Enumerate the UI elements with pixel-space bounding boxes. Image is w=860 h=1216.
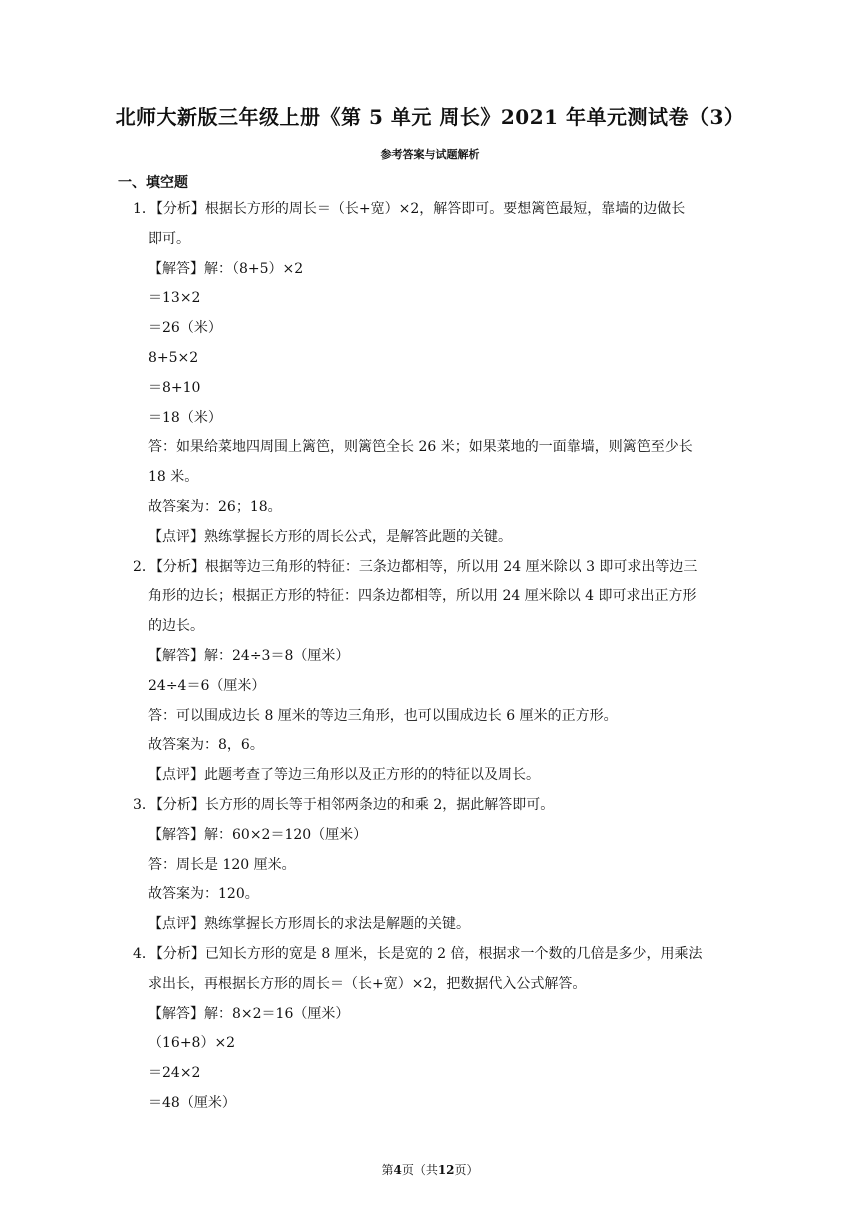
section-heading: 一、填空题	[118, 175, 188, 191]
footer-total-pages: 12	[437, 1163, 455, 1177]
text-line: （16+8）×2	[148, 1035, 236, 1051]
text-line: ＝18（米）	[148, 410, 222, 426]
text-line: 4．【分析】已知长方形的宽是 8 厘米，长是宽的 2 倍，根据求一个数的几倍是多少，用乘法	[133, 946, 703, 962]
text-line: 故答案为：120。	[148, 886, 259, 902]
text-line: 故答案为：26；18。	[148, 499, 282, 515]
text-line: 答：周长是 120 厘米。	[148, 857, 296, 873]
text-line: 【解答】解：（8+5）×2	[148, 261, 304, 277]
text-line: 【解答】解：8×2＝16（厘米）	[148, 1006, 350, 1022]
text-line: 故答案为：8，6。	[148, 737, 264, 753]
text-line: 角形的边长；根据正方形的特征：四条边都相等，所以用 24 厘米除以 4 即可求出正方形	[148, 588, 697, 604]
text-line: ＝48（厘米）	[148, 1095, 236, 1111]
page-title: 北师大新版三年级上册《第 5 单元 周长》2021 年单元测试卷（3）	[115, 105, 745, 129]
text-line: 【点评】此题考查了等边三角形以及正方形的的特征以及周长。	[148, 767, 540, 783]
page-subtitle: 参考答案与试题解析	[380, 148, 480, 161]
text-line: 【点评】熟练掌握长方形的周长公式，是解答此题的关键。	[148, 529, 512, 545]
text-line: ＝24×2	[148, 1065, 201, 1081]
text-line: 的边长。	[148, 618, 204, 634]
text-line: 答：可以围成边长 8 厘米的等边三角形，也可以围成边长 6 厘米的正方形。	[148, 708, 618, 724]
footer-middle: 页（共	[401, 1163, 438, 1177]
text-line: ＝8+10	[148, 380, 201, 396]
text-line: ＝13×2	[148, 290, 201, 306]
page-footer	[0, 1161, 860, 1178]
text-line: 3．【分析】长方形的周长等于相邻两条边的和乘 2，据此解答即可。	[133, 797, 555, 813]
text-line: 【解答】解：60×2＝120（厘米）	[148, 827, 368, 843]
footer-prefix: 第	[381, 1163, 394, 1177]
text-line: 【点评】熟练掌握长方形周长的求法是解题的关键。	[148, 916, 470, 932]
footer-page-number: 4	[393, 1163, 402, 1177]
text-line: 18 米。	[148, 469, 199, 485]
footer-suffix: 页）	[454, 1163, 479, 1177]
text-line: 答：如果给菜地四周围上篱笆，则篱笆全长 26 米；如果菜地的一面靠墙，则篱笆至少长	[148, 439, 693, 455]
text-line: 【解答】解：24÷3＝8（厘米）	[148, 648, 350, 664]
text-line: 2．【分析】根据等边三角形的特征：三条边都相等，所以用 24 厘米除以 3 即可求出等边三	[133, 559, 698, 575]
text-line: 求出长，再根据长方形的周长＝（长+宽）×2，把数据代入公式解答。	[148, 976, 587, 992]
text-line: 1．【分析】根据长方形的周长＝（长+宽）×2，解答即可。要想篱笆最短，靠墙的边做长	[133, 201, 686, 217]
text-line: 8+5×2	[148, 350, 199, 366]
text-line: 即可。	[148, 231, 190, 247]
text-line: 24÷4＝6（厘米）	[148, 678, 266, 694]
text-line: ＝26（米）	[148, 320, 222, 336]
